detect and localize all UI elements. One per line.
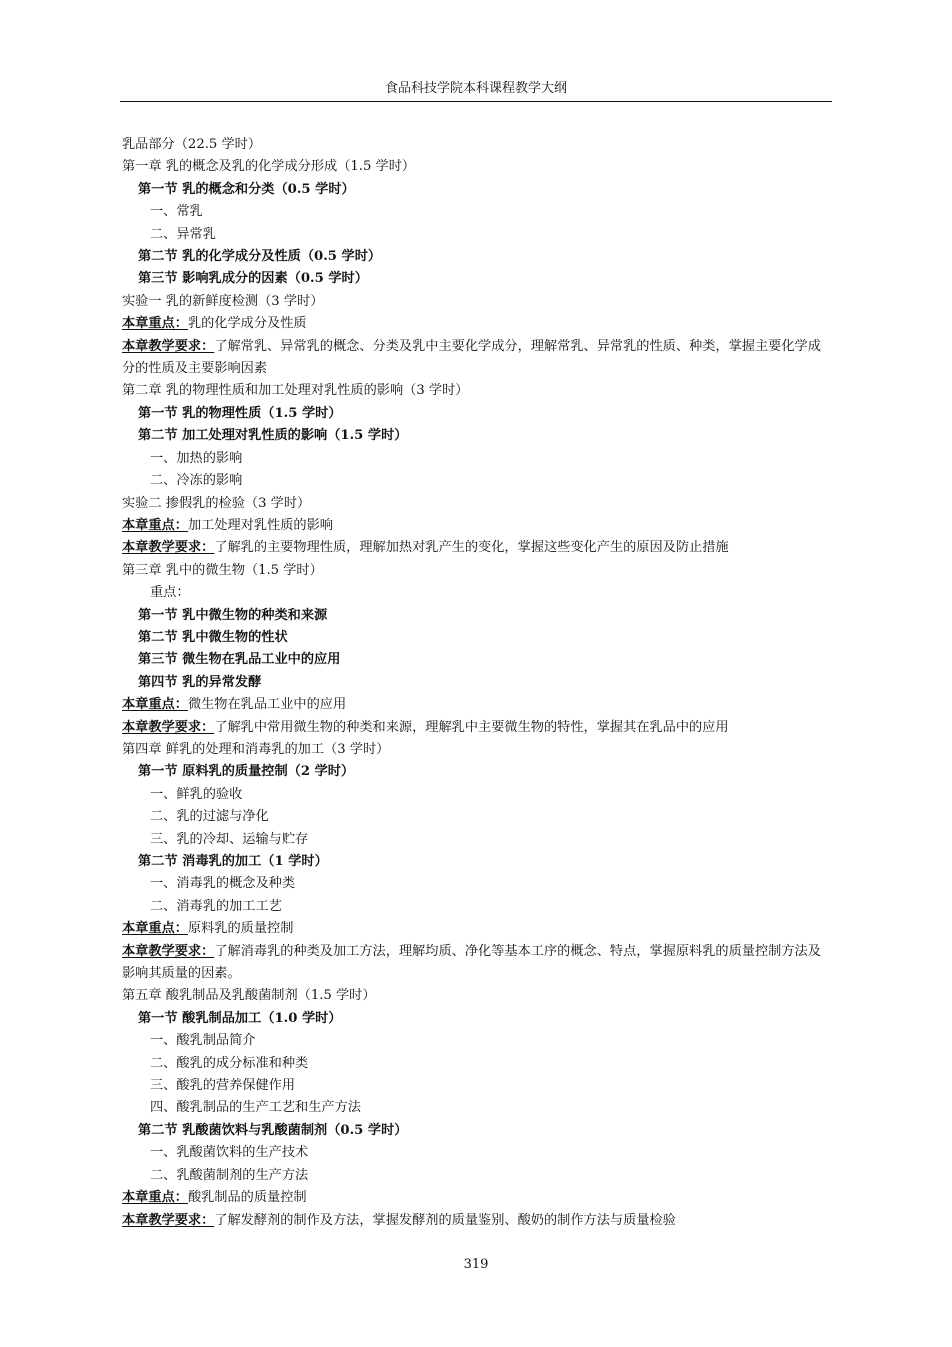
section-title: 第一节 酸乳制品加工（1.0 学时）	[138, 1010, 342, 1026]
page-number: 319	[463, 1257, 489, 1272]
experiment-title: 实验二 掺假乳的检验（3 学时）	[122, 495, 311, 511]
chapter-requirements	[122, 1210, 830, 1232]
focus-text: 原料乳的质量控制	[187, 921, 294, 937]
list-item: 一、加热的影响	[150, 450, 243, 466]
focus-label: 本章重点：	[122, 921, 188, 937]
section-title: 第二节 加工处理对乳性质的影响（1.5 学时）	[138, 428, 408, 444]
chapter-title: 第四章 鲜乳的处理和消毒乳的加工（3 学时）	[122, 741, 390, 757]
section-title: 第一节 原料乳的质量控制（2 学时）	[138, 764, 355, 780]
list-item: 四、酸乳制品的生产工艺和生产方法	[150, 1100, 361, 1116]
chapter-focus	[122, 515, 830, 537]
requirements-label: 本章教学要求：	[122, 1212, 215, 1228]
focus-text: 乳的化学成分及性质	[187, 316, 307, 332]
requirements-text: 了解发酵剂的制作及方法，掌握发酵剂的质量鉴别、酸奶的制作方法与质量检验	[214, 1212, 676, 1228]
list-item: 二、乳的过滤与净化	[150, 809, 269, 825]
requirements-label: 本章教学要求：	[122, 943, 215, 959]
chapter-focus	[122, 1187, 830, 1209]
requirements-label: 本章教学要求：	[122, 719, 215, 735]
key-points-note: 重点：	[150, 585, 190, 601]
list-item: 二、乳酸菌制剂的生产方法	[150, 1167, 309, 1183]
document-body	[122, 134, 830, 1232]
section-title: 第一节 乳的概念和分类（0.5 学时）	[138, 181, 355, 197]
chapter-requirements	[122, 717, 830, 739]
list-item: 一、鲜乳的验收	[150, 786, 243, 802]
section-title: 第二节 乳的化学成分及性质（0.5 学时）	[138, 249, 382, 265]
requirements-text: 了解常乳、异常乳的概念、分类及乳中主要化学成分，理解常乳、异常乳的性质、种类，掌握主要化学成分的性质及主要影响因素	[122, 338, 821, 377]
list-item: 二、消毒乳的加工工艺	[150, 898, 282, 914]
focus-text: 酸乳制品的质量控制	[187, 1190, 307, 1206]
section-title: 第三节 微生物在乳品工业中的应用	[138, 652, 341, 668]
list-item: 三、乳的冷却、运输与贮存	[150, 831, 309, 847]
chapter-requirements	[122, 941, 830, 986]
focus-label: 本章重点：	[122, 316, 188, 332]
section-title: 第四节 乳的异常发酵	[138, 674, 262, 690]
list-item: 二、异常乳	[150, 226, 216, 242]
chapter-requirements	[122, 537, 830, 559]
section-title: 第二节 乳酸菌饮料与乳酸菌制剂（0.5 学时）	[138, 1122, 408, 1138]
requirements-label: 本章教学要求：	[122, 540, 215, 556]
focus-text: 微生物在乳品工业中的应用	[187, 697, 347, 713]
chapter-focus	[122, 694, 830, 716]
section-title: 第二节 乳中微生物的性状	[138, 629, 288, 645]
requirements-text: 了解乳的主要物理性质，理解加热对乳产生的变化，掌握这些变化产生的原因及防止措施	[214, 540, 729, 556]
section-title: 第一节 乳中微生物的种类和来源	[138, 607, 328, 623]
list-item: 一、乳酸菌饮料的生产技术	[150, 1145, 309, 1161]
chapter-title: 第二章 乳的物理性质和加工处理对乳性质的影响（3 学时）	[122, 383, 469, 399]
part-title: 乳品部分（22.5 学时）	[122, 137, 262, 152]
chapter-requirements	[122, 336, 830, 381]
requirements-text: 了解乳中常用微生物的种类和来源，理解乳中主要微生物的特性，掌握其在乳品中的应用	[214, 719, 729, 735]
list-item: 二、冷冻的影响	[150, 473, 243, 489]
focus-text: 加工处理对乳性质的影响	[187, 517, 333, 533]
focus-label: 本章重点：	[122, 517, 188, 533]
list-item: 三、酸乳的营养保健作用	[150, 1078, 296, 1094]
chapter-title: 第一章 乳的概念及乳的化学成分形成（1.5 学时）	[122, 159, 416, 175]
page-header: 食品科技学院本科课程教学大纲	[384, 81, 567, 96]
chapter-title: 第三章 乳中的微生物（1.5 学时）	[122, 562, 323, 578]
chapter-focus	[122, 918, 830, 940]
focus-label: 本章重点：	[122, 1190, 188, 1206]
list-item: 二、酸乳的成分标准和种类	[150, 1055, 309, 1071]
list-item: 一、消毒乳的概念及种类	[150, 876, 296, 892]
section-title: 第二节 消毒乳的加工（1 学时）	[138, 854, 328, 869]
chapter-focus	[122, 313, 830, 335]
list-item: 一、常乳	[150, 204, 203, 220]
list-item: 一、酸乳制品简介	[150, 1033, 256, 1049]
requirements-label: 本章教学要求：	[122, 338, 215, 354]
focus-label: 本章重点：	[122, 697, 188, 713]
requirements-text: 了解消毒乳的种类及加工方法，理解均质、净化等基本工序的概念、特点，掌握原料乳的质量控制方法及影响其质量的因素。	[122, 943, 821, 982]
chapter-title: 第五章 酸乳制品及乳酸菌制剂（1.5 学时）	[122, 988, 376, 1004]
experiment-title: 实验一 乳的新鲜度检测（3 学时）	[122, 293, 324, 309]
section-title: 第一节 乳的物理性质（1.5 学时）	[138, 405, 342, 421]
header-rule	[120, 101, 832, 102]
section-title: 第三节 影响乳成分的因素（0.5 学时）	[138, 271, 368, 287]
